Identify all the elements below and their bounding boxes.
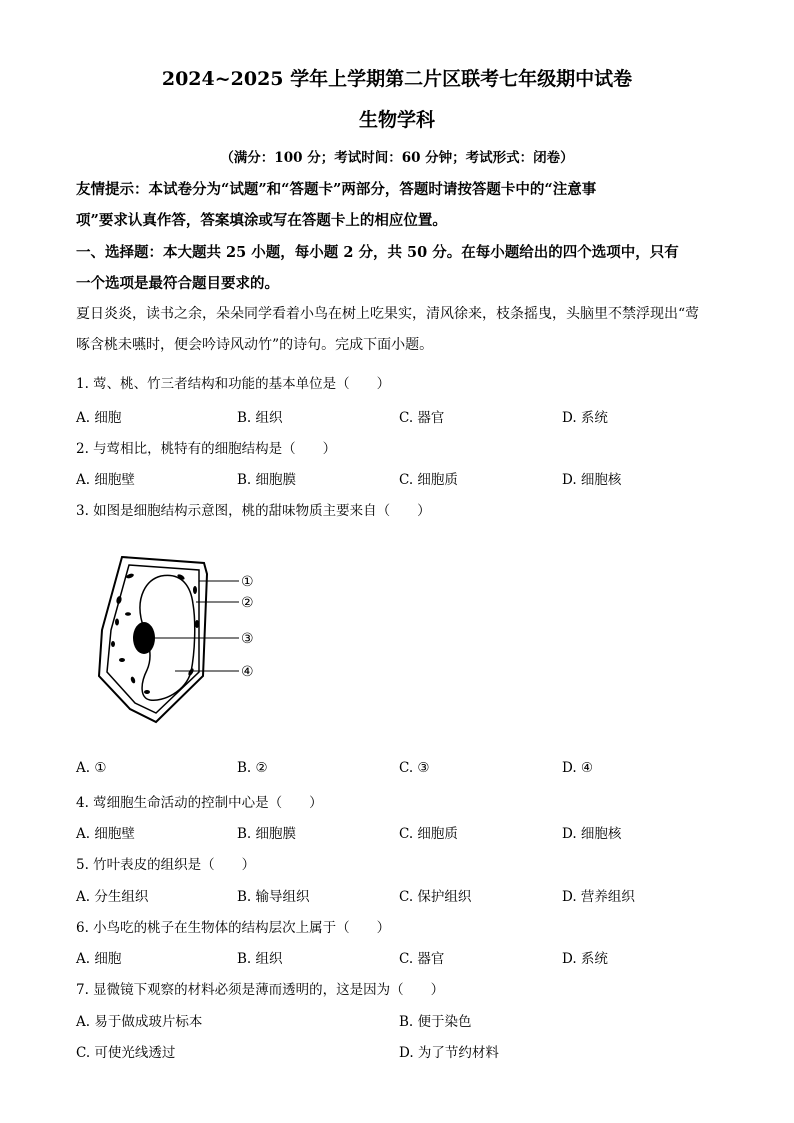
question-1-option-b[interactable]: B. 组织 bbox=[237, 410, 283, 426]
label-1: ① bbox=[241, 574, 254, 590]
plant-cell-diagram bbox=[95, 552, 275, 727]
question-4-option-a[interactable]: A. 细胞壁 bbox=[76, 826, 135, 842]
section-heading-line-2: 一个选项是最符合题目要求的。 bbox=[76, 275, 279, 292]
question-3-option-b[interactable]: B. ② bbox=[237, 760, 268, 776]
question-7-stem: 7. 显微镜下观察的材料必须是薄而透明的，这是因为（ ） bbox=[76, 982, 445, 998]
question-5-stem: 5. 竹叶表皮的组织是（ ） bbox=[76, 857, 256, 873]
question-2-option-a[interactable]: A. 细胞壁 bbox=[76, 472, 135, 488]
question-1-option-d[interactable]: D. 系统 bbox=[562, 410, 608, 426]
question-6-option-a[interactable]: A. 细胞 bbox=[76, 951, 122, 967]
label-4: ④ bbox=[241, 664, 254, 680]
question-4-stem: 4. 莺细胞生命活动的控制中心是（ ） bbox=[76, 795, 323, 811]
question-7-option-c[interactable]: C. 可使光线透过 bbox=[76, 1045, 176, 1061]
section-heading-line-1: 一、选择题：本大题共 25 小题，每小题 2 分，共 50 分。在每小题给出的四个选项中，只有 bbox=[76, 244, 679, 261]
subject-title: 生物学科 bbox=[358, 109, 435, 131]
exam-info: （满分：100 分；考试时间：60 分钟；考试形式：闭卷） bbox=[220, 150, 574, 166]
notice-line-1: 友情提示：本试卷分为“试题”和“答题卡”两部分，答题时请按答题卡中的“注意事 bbox=[76, 181, 597, 198]
question-2-option-d[interactable]: D. 细胞核 bbox=[562, 472, 622, 488]
question-7-option-a[interactable]: A. 易于做成玻片标本 bbox=[76, 1014, 203, 1030]
label-2: ② bbox=[241, 595, 254, 611]
passage-line-1: 夏日炎炎，读书之余，朵朵同学看着小鸟在树上吃果实，清风徐来，枝条摇曳，头脑里不禁浮现出“莺 bbox=[76, 306, 700, 322]
exam-title: 2024~2025 学年上学期第二片区联考七年级期中试卷 bbox=[161, 68, 633, 90]
question-3-option-c[interactable]: C. ③ bbox=[399, 760, 430, 776]
question-1-stem: 1. 莺、桃、竹三者结构和功能的基本单位是（ ） bbox=[76, 376, 391, 392]
passage-line-2: 啄含桃未嚥时，便会吟诗风动竹”的诗句。完成下面小题。 bbox=[76, 337, 434, 353]
question-2-option-b[interactable]: B. 细胞膜 bbox=[237, 472, 297, 488]
question-2-option-c[interactable]: C. 细胞质 bbox=[399, 472, 458, 488]
question-3-option-a[interactable]: A. ① bbox=[76, 760, 107, 776]
question-4-option-d[interactable]: D. 细胞核 bbox=[562, 826, 622, 842]
question-7-option-d[interactable]: D. 为了节约材料 bbox=[399, 1045, 499, 1061]
question-4-option-c[interactable]: C. 细胞质 bbox=[399, 826, 458, 842]
question-1-option-a[interactable]: A. 细胞 bbox=[76, 410, 122, 426]
question-5-option-c[interactable]: C. 保护组织 bbox=[399, 889, 472, 905]
question-2-stem: 2. 与莺相比，桃特有的细胞结构是（ ） bbox=[76, 441, 337, 457]
question-6-option-c[interactable]: C. 器官 bbox=[399, 951, 445, 967]
label-3: ③ bbox=[241, 631, 254, 647]
question-5-option-a[interactable]: A. 分生组织 bbox=[76, 889, 149, 905]
question-6-stem: 6. 小鸟吃的桃子在生物体的结构层次上属于（ ） bbox=[76, 920, 391, 936]
question-6-option-b[interactable]: B. 组织 bbox=[237, 951, 283, 967]
question-3-option-d[interactable]: D. ④ bbox=[562, 760, 594, 776]
question-4-option-b[interactable]: B. 细胞膜 bbox=[237, 826, 297, 842]
question-3-stem: 3. 如图是细胞结构示意图，桃的甜味物质主要来自（ ） bbox=[76, 503, 431, 519]
question-6-option-d[interactable]: D. 系统 bbox=[562, 951, 608, 967]
question-5-option-d[interactable]: D. 营养组织 bbox=[562, 889, 635, 905]
notice-line-2: 项”要求认真作答，答案填涂或写在答题卡上的相应位置。 bbox=[76, 212, 447, 229]
question-7-option-b[interactable]: B. 便于染色 bbox=[399, 1014, 472, 1030]
question-1-option-c[interactable]: C. 器官 bbox=[399, 410, 445, 426]
question-5-option-b[interactable]: B. 输导组织 bbox=[237, 889, 310, 905]
